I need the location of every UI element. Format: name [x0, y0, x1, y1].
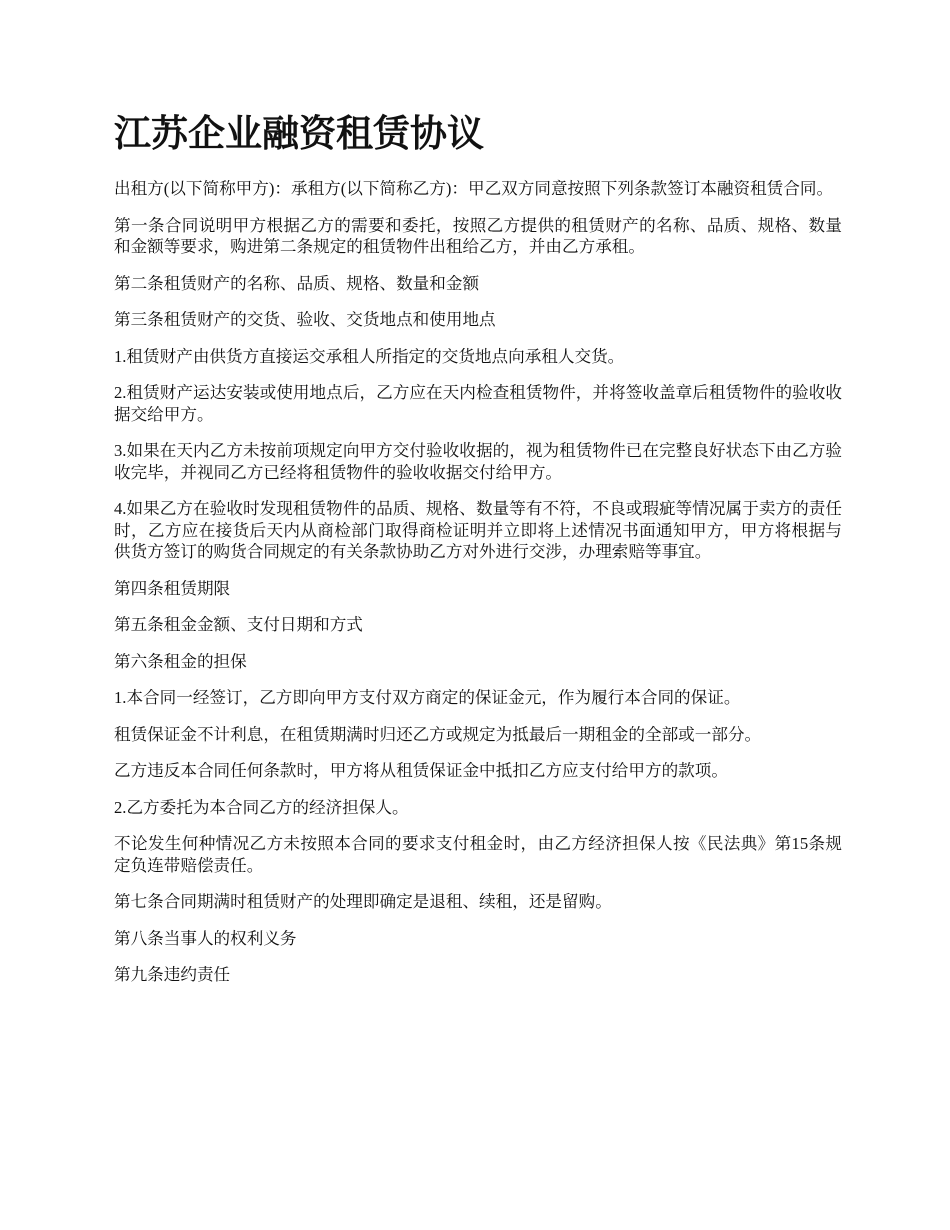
paragraph-article-6-item-1: 1.本合同一经签订，乙方即向甲方支付双方商定的保证金元，作为履行本合同的保证。: [114, 688, 741, 707]
document-title: 江苏企业融资租赁协议: [114, 114, 484, 155]
paragraph-article-5: 第五条租金金额、支付日期和方式: [114, 615, 363, 634]
paragraph-deposit-deduction: 乙方违反本合同任何条款时，甲方将从租赁保证金中抵扣乙方应支付给甲方的款项。: [114, 761, 728, 780]
paragraph-deposit-interest: 租赁保证金不计利息，在租赁期满时归还乙方或规定为抵最后一期租金的全部或一部分。: [114, 724, 762, 744]
paragraph-article-3-item-2: 2.租赁财产运达安装或使用地点后，乙方应在天内检查租赁物件，并将签收盖章后租赁物件的验收收据交给甲方。: [114, 383, 842, 424]
paragraph-article-1: 第一条合同说明甲方根据乙方的需要和委托，按照乙方提供的租赁财产的名称、品质、规格、数量和金额等要求，购进第二条规定的租赁物件出租给乙方，并由乙方承租。: [114, 215, 842, 256]
paragraph-article-4: 第四条租赁期限: [114, 578, 231, 598]
paragraph-article-8: 第八条当事人的权利义务: [114, 928, 297, 948]
paragraph-article-3: 第三条租赁财产的交货、验收、交货地点和使用地点: [114, 310, 496, 329]
document-page: [114, 110, 842, 1001]
paragraph-article-3-item-3: 3.如果在天内乙方未按前项规定向甲方交付验收收据的，视为租赁物件已在完整良好状态下由乙方验收完毕，并视同乙方已经将租赁物件的验收收据交付给甲方。: [114, 441, 842, 482]
paragraph-article-2: 第二条租赁财产的名称、品质、规格、数量和金额: [114, 273, 480, 293]
paragraph-article-6-item-2: 2.乙方委托为本合同乙方的经济担保人。: [114, 797, 409, 817]
paragraph-article-7: 第七条合同期满时租赁财产的处理即确定是退租、续租，还是留购。: [114, 892, 612, 911]
paragraph-article-6: 第六条租金的担保: [114, 651, 247, 671]
paragraph-article-9: 第九条违约责任: [114, 965, 231, 984]
paragraph-article-3-item-1: 1.租赁财产由供货方直接运交承租人所指定的交货地点向承租人交货。: [114, 346, 625, 366]
paragraph-guarantor-liability: 不论发生何种情况乙方未按照本合同的要求支付租金时，由乙方经济担保人按《民法典》第15条规定负连带赔偿责任。: [114, 834, 842, 875]
paragraph-article-3-item-4: 4.如果乙方在验收时发现租赁物件的品质、规格、数量等有不符，不良或瑕疵等情况属于卖方的责任时，乙方应在接货后天内从商检部门取得商检证明并立即将上述情况书面通知甲方，甲方将根据与供货方签订的购货合同规定的有关条款协助乙方对外进行交涉，办理索赔等事宜。: [114, 499, 842, 561]
paragraph-parties: 出租方(以下简称甲方)：承租方(以下简称乙方)：甲乙双方同意按照下列条款签订本融资租赁合同。: [114, 179, 834, 198]
